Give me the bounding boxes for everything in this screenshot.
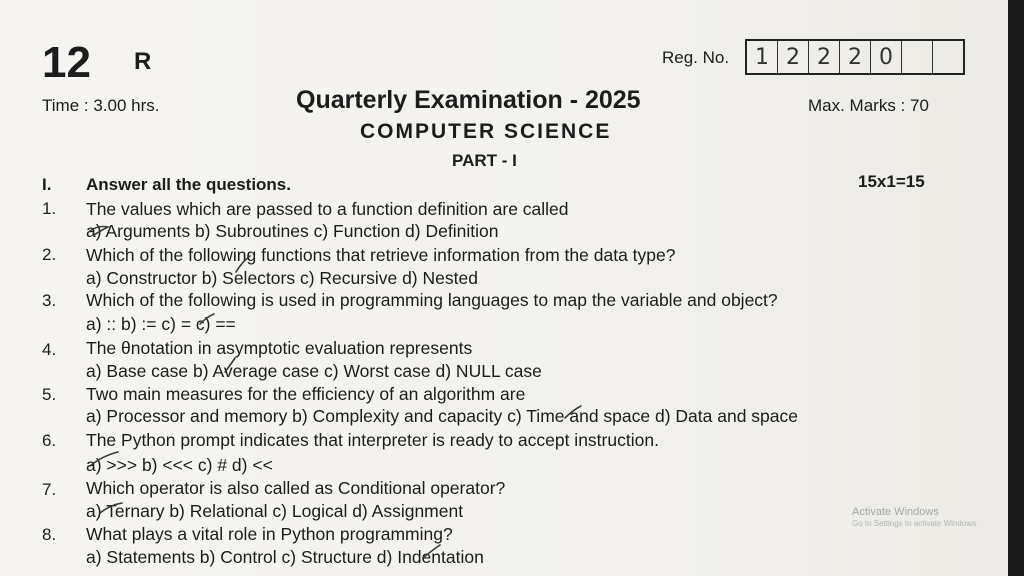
exam-title: Quarterly Examination - 2025 [296, 86, 641, 114]
part-heading: PART - I [452, 151, 517, 170]
section-instruction: Answer all the questions. [86, 175, 291, 194]
question-number: 8. [42, 525, 57, 544]
question-options: a) Ternary b) Relational c) Logical d) Assignment [86, 501, 464, 521]
reg-digit: 2 [809, 41, 840, 73]
exam-duration: Time : 3.00 hrs. [42, 96, 160, 115]
question-number: 6. [42, 431, 57, 450]
question-text: What plays a vital role in Python programming? [86, 524, 453, 544]
reg-digit: 2 [840, 41, 871, 73]
question-number: 4. [42, 340, 57, 359]
tick-mark-q7 [100, 503, 122, 513]
reg-no-label: Reg. No. [662, 48, 730, 67]
tick-mark-q6 [90, 452, 118, 466]
question-options: a) Base case b) Average case c) Worst case d) NULL case [86, 361, 542, 381]
reg-digit: 0 [871, 41, 902, 73]
reg-digit: 1 [747, 41, 778, 73]
question-number: 1. [42, 199, 57, 218]
question-text: Which of the following is used in programming languages to map the variable and object? [86, 290, 778, 310]
question-number: 7. [42, 480, 57, 499]
activate-windows-hint: Go to Settings to activate Windows. [852, 519, 979, 528]
question-options: a) Statements b) Control c) Structure d) Indentation [86, 547, 484, 567]
question-text: The values which are passed to a function definition are called [86, 199, 569, 219]
question-text: Which of the following functions that retrieve information from the data type? [86, 245, 676, 265]
question-text: The Python prompt indicates that interpreter is ready to accept instruction. [86, 430, 659, 450]
reg-digit: 2 [778, 41, 809, 73]
question-number: 5. [42, 385, 57, 404]
question-number: 2. [42, 245, 57, 264]
question-options: a) Processor and memory b) Complexity and capacity c) Time and space d) Data and space [86, 406, 798, 426]
section-number: I. [42, 175, 52, 194]
section-score: 15x1=15 [858, 172, 925, 191]
tick-mark-q8 [424, 545, 440, 557]
subject-title: COMPUTER SCIENCE [360, 120, 612, 143]
tick-mark-q3 [200, 314, 214, 324]
tick-mark-q5 [565, 406, 581, 418]
tick-mark-q4 [225, 358, 235, 372]
question-number: 3. [42, 291, 57, 310]
question-options: a) Constructor b) Selectors c) Recursive d) Nested [86, 268, 478, 288]
paper-code: 12 [42, 38, 91, 87]
tick-mark-q1 [90, 227, 108, 236]
activate-windows-title: Activate Windows [852, 506, 939, 518]
paper-letter: R [134, 48, 152, 75]
question-text: Which operator is also called as Conditional operator? [86, 478, 506, 498]
max-marks: Max. Marks : 70 [808, 96, 929, 115]
question-text: The θnotation in asymptotic evaluation represents [86, 338, 473, 358]
question-options: a) >>> b) <<< c) # d) << [86, 455, 273, 475]
question-text: Two main measures for the efficiency of an algorithm are [86, 384, 526, 404]
question-options: a) :: b) := c) = c) == [86, 314, 236, 334]
question-options: a) Arguments b) Subroutines c) Function d) Definition [86, 221, 499, 241]
photo-dark-edge [1008, 0, 1024, 576]
tick-mark-q2 [236, 256, 250, 272]
